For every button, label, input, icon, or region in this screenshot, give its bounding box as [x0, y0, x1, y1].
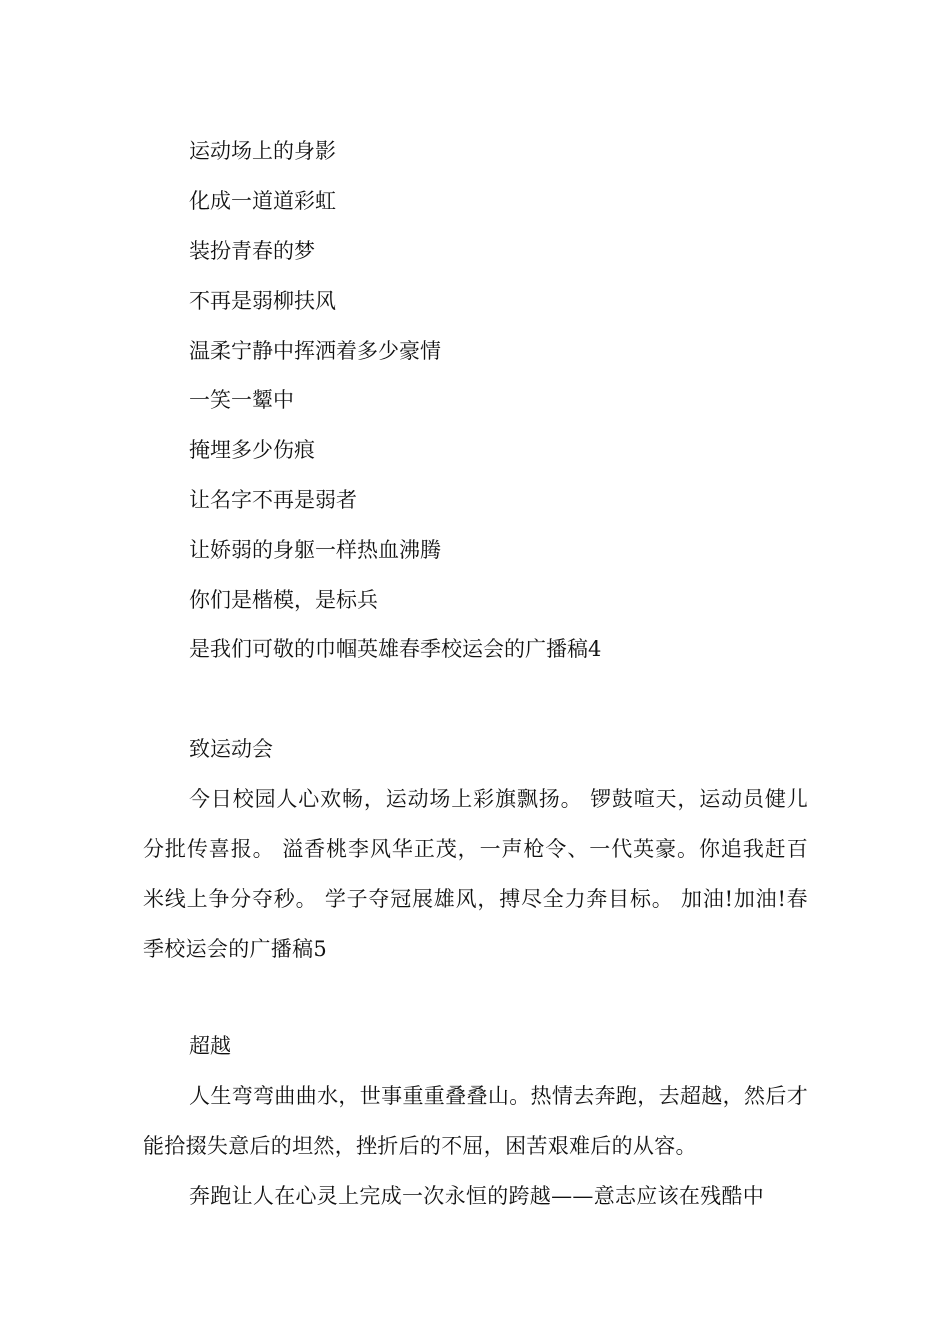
poem-line: 装扮青春的梦 [189, 239, 315, 263]
poem-line: 你们是楷模，是标兵 [189, 588, 378, 612]
body-paragraph: 奔跑让人在心灵上完成一次永恒的跨越——意志应该在残酷中 [189, 1184, 765, 1208]
poem-line: 一笑一颦中 [189, 388, 294, 412]
poem-line: 化成一道道彩虹 [189, 189, 336, 213]
poem-line: 掩埋多少伤痕 [189, 438, 315, 462]
body-paragraph: 人生弯弯曲曲水，世事重重叠叠山。热情去奔跑，去超越，然后才能拾掇失意后的坦然，挫折后的不屈，困苦艰难后的从容。 [143, 1084, 808, 1158]
poem-line: 是我们可敬的巾帼英雄春季校运会的广播稿4 [189, 637, 602, 661]
body-paragraph: 今日校园人心欢畅，运动场上彩旗飘扬。 锣鼓喧天，运动员健儿分批传喜报。 溢香桃李风华正茂，一声枪令、一代英豪。你追我赶百米线上争分夺秒。 学子夺冠展雄风，搏尽全力奔目标。 加油!加油!春季校运会的广播稿5 [143, 787, 808, 961]
section-title: 致运动会 [189, 737, 273, 761]
poem-line: 运动场上的身影 [189, 139, 336, 163]
poem-line: 让娇弱的身躯一样热血沸腾 [189, 538, 441, 562]
poem-line: 温柔宁静中挥洒着多少豪情 [189, 339, 441, 363]
poem-line: 让名字不再是弱者 [189, 488, 357, 512]
section-title: 超越 [189, 1034, 231, 1058]
poem-line: 不再是弱柳扶风 [189, 289, 336, 313]
